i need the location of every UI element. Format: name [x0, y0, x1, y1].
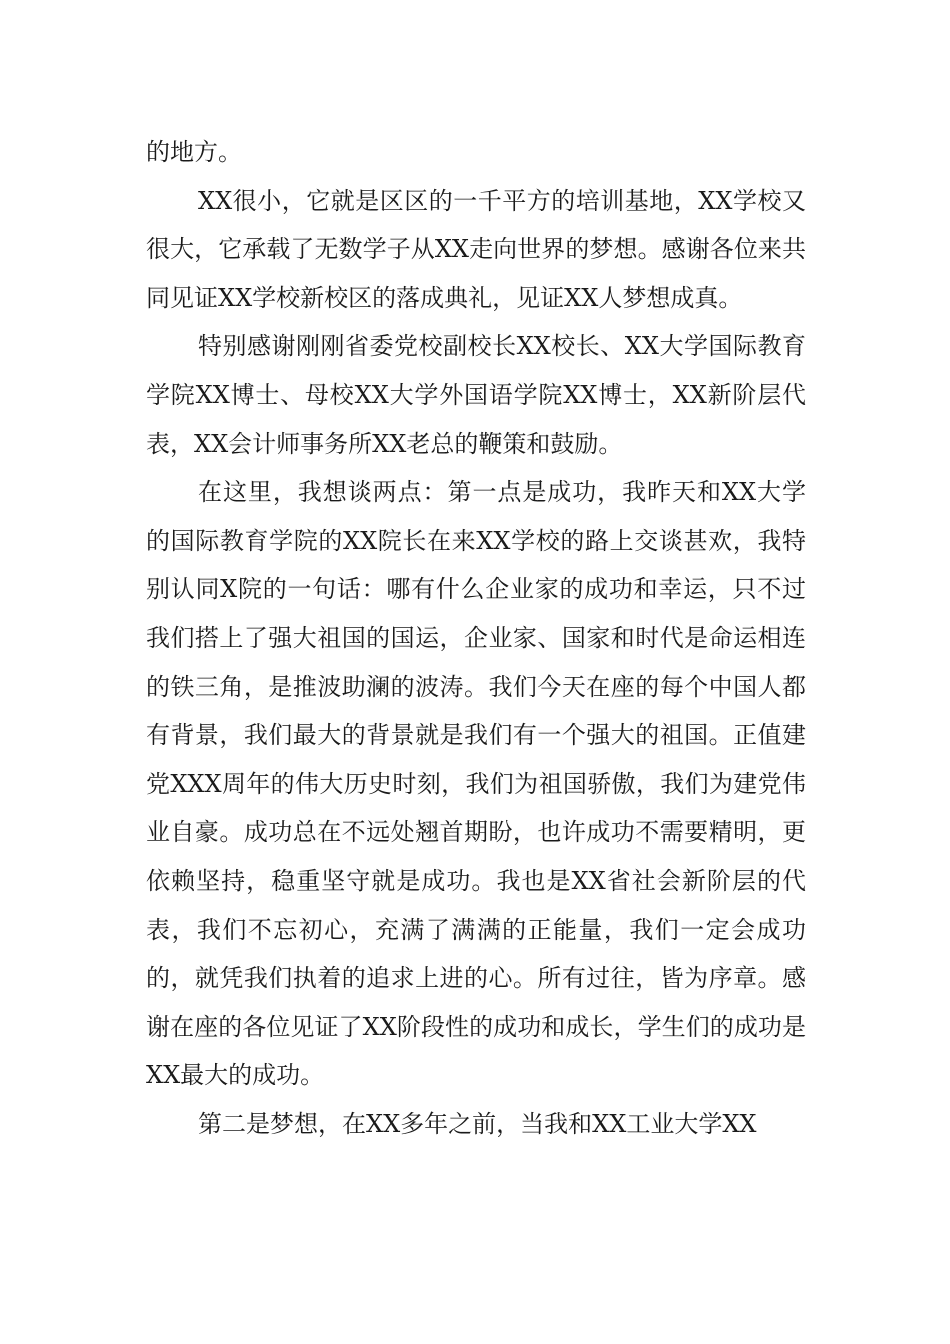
paragraph-5: 第二是梦想，在XX多年之前，当我和XX工业大学XX	[198, 1109, 757, 1138]
document-body	[146, 128, 806, 1148]
paragraph-3: 特别感谢刚刚省委党校副校长XX校长、XX大学国际教育学院XX博士、母校XX大学外国语学院XX博士，XX新阶层代表，XX会计师事务所XX老总的鞭策和鼓励。	[146, 332, 806, 458]
paragraph-1: 的地方。	[146, 138, 242, 166]
paragraph-4: 在这里，我想谈两点：第一点是成功，我昨天和XX大学的国际教育学院的XX院长在来XX学校的路上交谈甚欢，我特别认同X院的一句话：哪有什么企业家的成功和幸运，只不过我们搭上了强大祖国的国运，企业家、国家和时代是命运相连的铁三角，是推波助澜的波涛。我们今天在座的每个中国人都有背景，我们最大的背景就是我们有一个强大的祖国。正值建党XXX周年的伟大历史时刻，我们为祖国骄傲，我们为建党伟业自豪。成功总在不远处翘首期盼，也许成功不需要精明，更依赖坚持，稳重坚守就是成功。我也是XX省社会新阶层的代表，我们不忘初心，充满了满满的正能量，我们一定会成功的，就凭我们执着的追求上进的心。所有过往，皆为序章。感谢在座的各位见证了XX阶段性的成功和成长，学生们的成功是XX最大的成功。	[146, 478, 806, 1090]
paragraph-2: XX很小，它就是区区的一千平方的培训基地，XX学校又很大，它承载了无数学子从XX走向世界的梦想。感谢各位来共同见证XX学校新校区的落成典礼，见证XX人梦想成真。	[146, 186, 806, 312]
